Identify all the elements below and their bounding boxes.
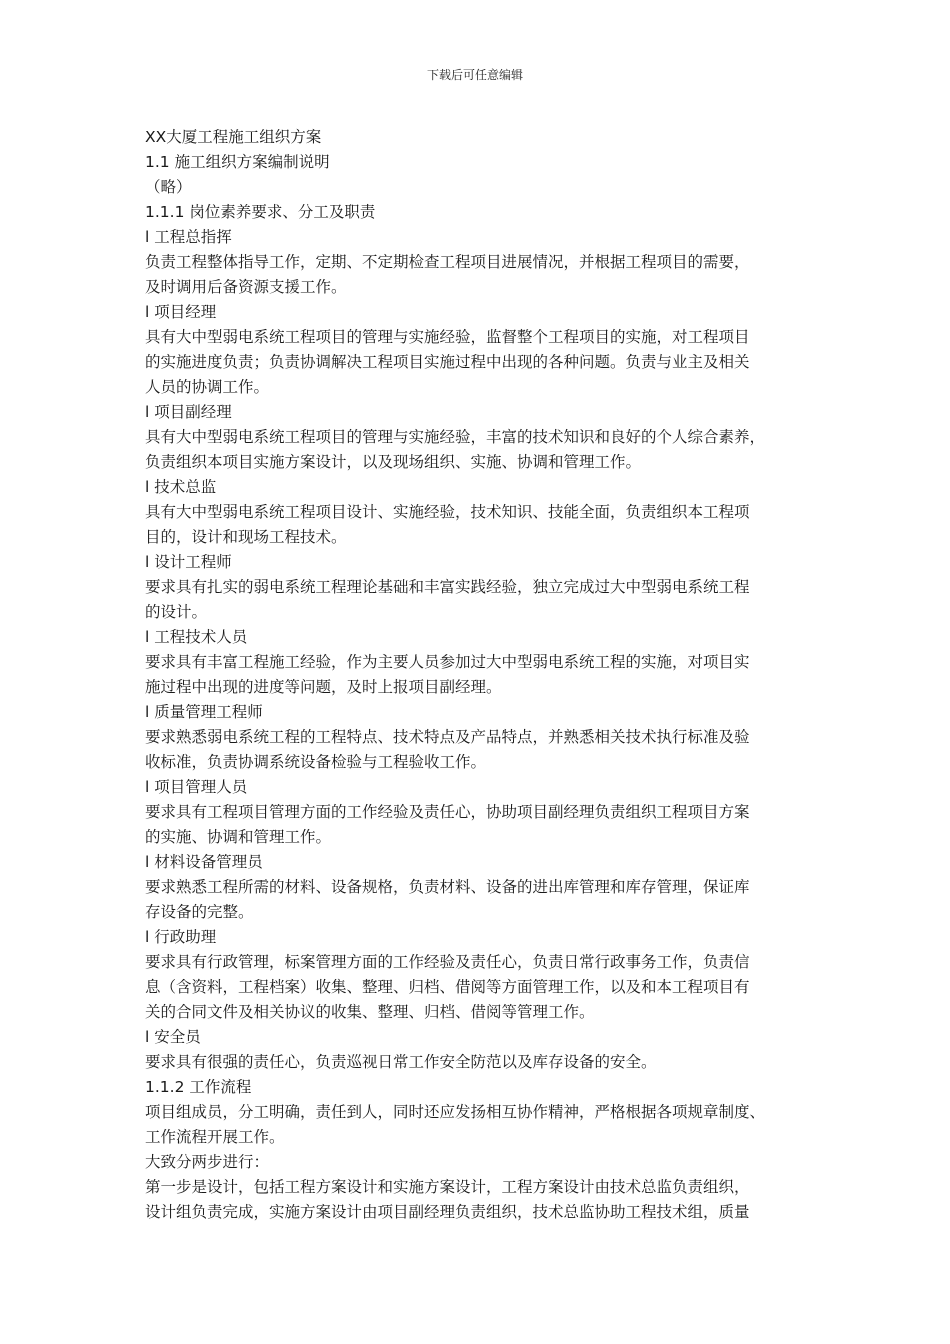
section-heading: 1.1 施工组织方案编制说明 bbox=[145, 153, 330, 171]
paragraph-line: 负责组织本项目实施方案设计，以及现场组织、实施、协调和管理工作。 bbox=[145, 453, 642, 471]
paragraph-line: 要求具有行政管理，标案管理方面的工作经验及责任心，负责日常行政事务工作，负责信 bbox=[145, 953, 750, 971]
paragraph-line: 的实施、协调和管理工作。 bbox=[145, 828, 332, 846]
paragraph-line: 要求具有丰富工程施工经验，作为主要人员参加过大中型弱电系统工程的实施，对项目实 bbox=[145, 653, 750, 671]
role-heading: l 质量管理工程师 bbox=[145, 703, 263, 721]
paragraph-line: 要求具有工程项目管理方面的工作经验及责任心，协助项目副经理负责组织工程项目方案 bbox=[145, 803, 750, 821]
paragraph-line: 工作流程开展工作。 bbox=[145, 1128, 285, 1146]
page-header-note: 下载后可任意编辑 bbox=[426, 68, 523, 82]
subsection-heading: 1.1.1 岗位素养要求、分工及职责 bbox=[145, 203, 376, 221]
paragraph-line: 及时调用后备资源支援工作。 bbox=[145, 278, 347, 296]
paragraph-line: 大致分两步进行： bbox=[145, 1153, 270, 1171]
paragraph-line: 具有大中型弱电系统工程项目设计、实施经验，技术知识、技能全面，负责组织本工程项 bbox=[145, 503, 750, 521]
paragraph-line: 项目组成员，分工明确，责任到人，同时还应发扬相互协作精神，严格根据各项规章制度、 bbox=[145, 1103, 766, 1121]
paragraph-line: 设计组负责完成，实施方案设计由项目副经理负责组织，技术总监协助工程技术组，质量 bbox=[145, 1203, 750, 1221]
paragraph-line: 第一步是设计，包括工程方案设计和实施方案设计，工程方案设计由技术总监负责组织， bbox=[145, 1178, 750, 1196]
paragraph-line: 收标准，负责协调系统设备检验与工程验收工作。 bbox=[145, 753, 487, 771]
document-body bbox=[145, 125, 810, 1225]
paragraph-line: 施过程中出现的进度等问题，及时上报项目副经理。 bbox=[145, 678, 502, 696]
role-heading: l 设计工程师 bbox=[145, 553, 232, 571]
role-heading: l 项目经理 bbox=[145, 303, 217, 321]
role-heading: l 安全员 bbox=[145, 1028, 201, 1046]
paragraph-line: 要求熟悉工程所需的材料、设备规格，负责材料、设备的进出库管理和库存管理，保证库 bbox=[145, 878, 750, 896]
role-heading: l 项目管理人员 bbox=[145, 778, 248, 796]
paragraph-line: 的设计。 bbox=[145, 603, 208, 621]
paragraph-line: 关的合同文件及相关协议的收集、整理、归档、借阅等管理工作。 bbox=[145, 1003, 595, 1021]
role-heading: l 材料设备管理员 bbox=[145, 853, 263, 871]
paragraph-line: 的实施进度负责；负责协调解决工程项目实施过程中出现的各种问题。负责与业主及相关 bbox=[145, 353, 750, 371]
paragraph-line: 要求熟悉弱电系统工程的工程特点、技术特点及产品特点，并熟悉相关技术执行标准及验 bbox=[145, 728, 750, 746]
role-heading: l 工程技术人员 bbox=[145, 628, 248, 646]
role-heading: l 技术总监 bbox=[145, 478, 217, 496]
paragraph-line: 具有大中型弱电系统工程项目的管理与实施经验，丰富的技术知识和良好的个人综合素养， bbox=[145, 428, 766, 446]
paragraph-line: 人员的协调工作。 bbox=[145, 378, 270, 396]
paragraph-line: 要求具有扎实的弱电系统工程理论基础和丰富实践经验，独立完成过大中型弱电系统工程 bbox=[145, 578, 750, 596]
role-heading: l 项目副经理 bbox=[145, 403, 232, 421]
subsection-heading: 1.1.2 工作流程 bbox=[145, 1078, 252, 1096]
paragraph-line: （略） bbox=[145, 178, 192, 196]
paragraph-line: 负责工程整体指导工作，定期、不定期检查工程项目进展情况，并根据工程项目的需要， bbox=[145, 253, 750, 271]
paragraph-line: 目的，设计和现场工程技术。 bbox=[145, 528, 347, 546]
role-heading: l 工程总指挥 bbox=[145, 228, 232, 246]
paragraph-line: 存设备的完整。 bbox=[145, 903, 254, 921]
role-heading: l 行政助理 bbox=[145, 928, 217, 946]
paragraph-line: 具有大中型弱电系统工程项目的管理与实施经验，监督整个工程项目的实施，对工程项目 bbox=[145, 328, 750, 346]
doc-title: XX大厦工程施工组织方案 bbox=[145, 128, 322, 146]
paragraph-line: 息（含资料，工程档案）收集、整理、归档、借阅等方面管理工作，以及和本工程项目有 bbox=[145, 978, 750, 996]
paragraph-line: 要求具有很强的责任心，负责巡视日常工作安全防范以及库存设备的安全。 bbox=[145, 1053, 657, 1071]
